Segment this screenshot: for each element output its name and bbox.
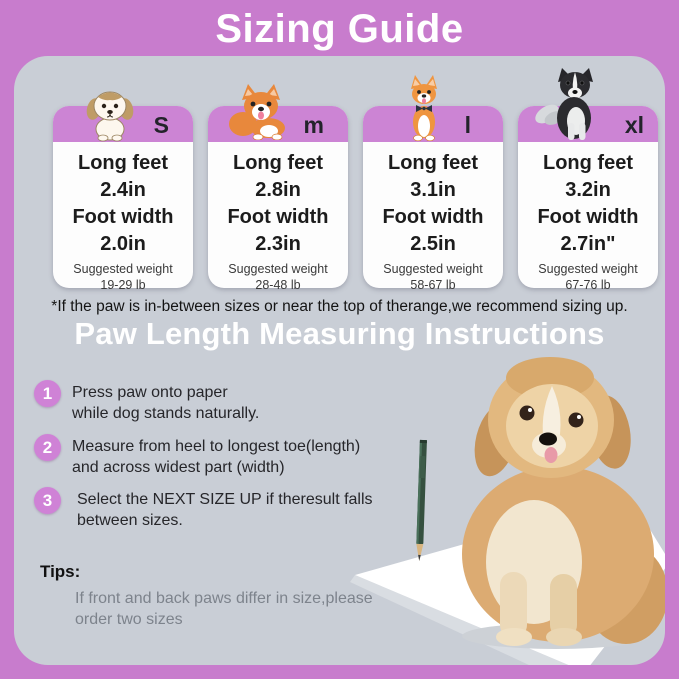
step-1-line-2: while dog stands naturally. — [72, 405, 260, 422]
long-feet-value: 3.2in — [565, 179, 611, 201]
suggested-weight-label: Suggested weight — [383, 262, 483, 276]
size-label: l — [464, 112, 471, 138]
shih-tzu-dog-icon — [81, 86, 139, 147]
step-2-line-1: Measure from heel to longest toe(length) — [72, 438, 361, 455]
border-collie-dog-icon — [532, 66, 608, 147]
size-card-s-body — [53, 142, 193, 293]
foot-width-label: Foot width — [382, 206, 484, 228]
suggested-weight-value: 67-76 lb — [565, 278, 611, 292]
size-card-m-body — [208, 142, 348, 293]
foot-width-label: Foot width — [537, 206, 639, 228]
instruction-step-3 — [34, 487, 373, 531]
tips-line-1: If front and back paws differ in size,please — [75, 590, 373, 607]
size-label: m — [303, 112, 324, 138]
instructions-heading: Paw Length Measuring Instructions — [74, 316, 605, 351]
sizing-note: *If the paw is in-between sizes or near the top of therange,we recommend sizing up. — [51, 298, 628, 315]
step-3-line-1: Select the NEXT SIZE UP if theresult falls — [77, 491, 373, 508]
step-1-line-1: Press paw onto paper — [72, 384, 228, 401]
suggested-weight-value: 19-29 lb — [100, 278, 146, 292]
foot-width-label: Foot width — [227, 206, 329, 228]
foot-width-value: 2.3in — [255, 233, 301, 255]
foot-width-value: 2.7in" — [560, 233, 616, 255]
step-2-text — [72, 434, 360, 478]
instruction-step-1 — [34, 380, 259, 424]
long-feet-value: 3.1in — [410, 179, 456, 201]
suggested-weight-label: Suggested weight — [73, 262, 173, 276]
long-feet-label: Long feet — [233, 152, 323, 174]
page-title: Sizing Guide — [215, 7, 464, 51]
step-1-text — [72, 380, 259, 424]
foot-width-value: 2.0in — [100, 233, 146, 255]
size-card-m-header — [208, 106, 348, 142]
step-3-text — [72, 487, 373, 531]
long-feet-value: 2.8in — [255, 179, 301, 201]
long-feet-label: Long feet — [543, 152, 633, 174]
step-2-number: 2 — [34, 434, 61, 461]
size-card-xl-body — [518, 142, 658, 293]
puppy-illustration — [462, 357, 665, 646]
step-1-number: 1 — [34, 380, 61, 407]
size-card-m — [208, 106, 348, 292]
puppy-on-paper-photo — [344, 346, 665, 665]
long-feet-label: Long feet — [388, 152, 478, 174]
step-3-number: 3 — [34, 487, 61, 514]
size-label: xl — [624, 112, 644, 138]
content-panel — [14, 56, 665, 665]
suggested-weight-value: 28-48 lb — [255, 278, 301, 292]
instruction-step-2 — [34, 434, 360, 478]
size-label: S — [153, 112, 169, 138]
suggested-weight-value: 58-67 lb — [410, 278, 456, 292]
long-feet-label: Long feet — [78, 152, 168, 174]
pencil-illustration — [416, 440, 427, 561]
size-card-l — [363, 106, 503, 292]
foot-width-label: Foot width — [72, 206, 174, 228]
step-3-line-2: between sizes. — [77, 512, 183, 529]
step-2-line-2: and across widest part (width) — [72, 459, 285, 476]
long-feet-value: 2.4in — [100, 179, 146, 201]
size-card-l-header — [363, 106, 503, 142]
suggested-weight-label: Suggested weight — [228, 262, 328, 276]
tips-body — [75, 588, 373, 630]
suggested-weight-label: Suggested weight — [538, 262, 638, 276]
corgi-bowtie-dog-icon — [401, 74, 447, 147]
foot-width-value: 2.5in — [410, 233, 456, 255]
tips-label: Tips: — [40, 562, 81, 581]
tips-line-2: order two sizes — [75, 611, 183, 628]
size-card-s — [53, 106, 193, 292]
corgi-lying-dog-icon — [228, 82, 294, 145]
size-card-l-body — [363, 142, 503, 293]
size-card-xl — [518, 106, 658, 292]
size-card-s-header — [53, 106, 193, 142]
size-card-xl-header — [518, 106, 658, 142]
